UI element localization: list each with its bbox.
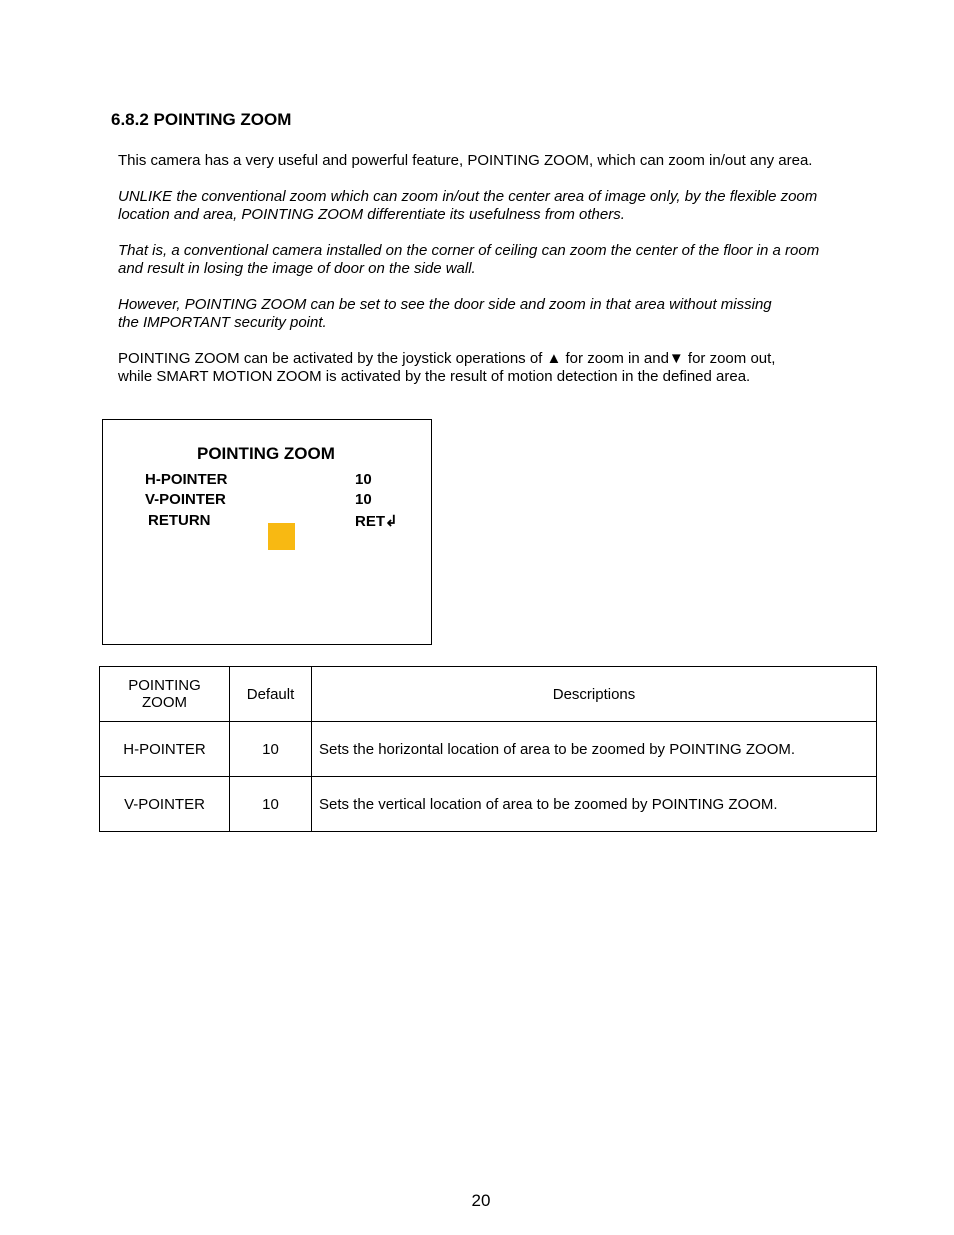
conventional-camera-paragraph [118, 242, 878, 278]
paragraph-line: This camera has a very useful and powerful feature, POINTING ZOOM, which can zoom in/out any area. [118, 152, 813, 169]
osd-item-v-pointer-label: V-POINTER [145, 491, 226, 508]
page-number: 20 [471, 1191, 491, 1210]
row-description: Sets the vertical location of area to be zoomed by POINTING ZOOM. [312, 777, 877, 832]
osd-item-h-pointer-label: H-POINTER [145, 471, 228, 488]
however-paragraph [118, 296, 878, 332]
activation-paragraph [118, 350, 878, 386]
header-descriptions: Descriptions [312, 667, 877, 722]
unlike-paragraph [118, 188, 878, 224]
paragraph-line: However, POINTING ZOOM can be set to see the door side and zoom in that area without missing [118, 296, 772, 313]
row-name: H-POINTER [100, 722, 230, 777]
osd-menu-box [102, 419, 432, 645]
row-name: V-POINTER [100, 777, 230, 832]
header-default: Default [230, 667, 312, 722]
paragraph-line: and result in losing the image of door on the side wall. [118, 260, 476, 277]
row-default: 10 [230, 722, 312, 777]
paragraph-line: POINTING ZOOM can be activated by the joystick operations of ▲ for zoom in and▼ for zoom out, [118, 350, 776, 367]
paragraph-line: while SMART MOTION ZOOM is activated by the result of motion detection in the defined area. [118, 368, 751, 385]
section-title: 6.8.2 POINTING ZOOM [111, 110, 292, 129]
paragraph-line: That is, a conventional camera installed on the corner of ceiling can zoom the center of the floor in a room [118, 242, 820, 259]
pointing-zoom-spec-table [99, 666, 877, 832]
table-row [100, 777, 877, 832]
intro-paragraph [118, 152, 878, 170]
paragraph-line: location and area, POINTING ZOOM differentiate its usefulness from others. [118, 206, 625, 223]
header-pointing-zoom: POINTING ZOOM [100, 667, 230, 722]
osd-item-return-value: RET↲ [355, 513, 398, 530]
osd-item-return-label: RETURN [148, 512, 211, 529]
paragraph-line: the IMPORTANT security point. [118, 314, 327, 331]
osd-cursor-block [268, 523, 295, 550]
paragraph-line: UNLIKE the conventional zoom which can zoom in/out the center area of image only, by the flexible zoom [118, 188, 818, 205]
table-header-row [100, 667, 877, 722]
osd-item-h-pointer-value: 10 [355, 471, 372, 488]
table-row [100, 722, 877, 777]
row-description: Sets the horizontal location of area to be zoomed by POINTING ZOOM. [312, 722, 877, 777]
osd-menu-title: POINTING ZOOM [197, 444, 335, 463]
row-default: 10 [230, 777, 312, 832]
osd-item-v-pointer-value: 10 [355, 491, 372, 508]
